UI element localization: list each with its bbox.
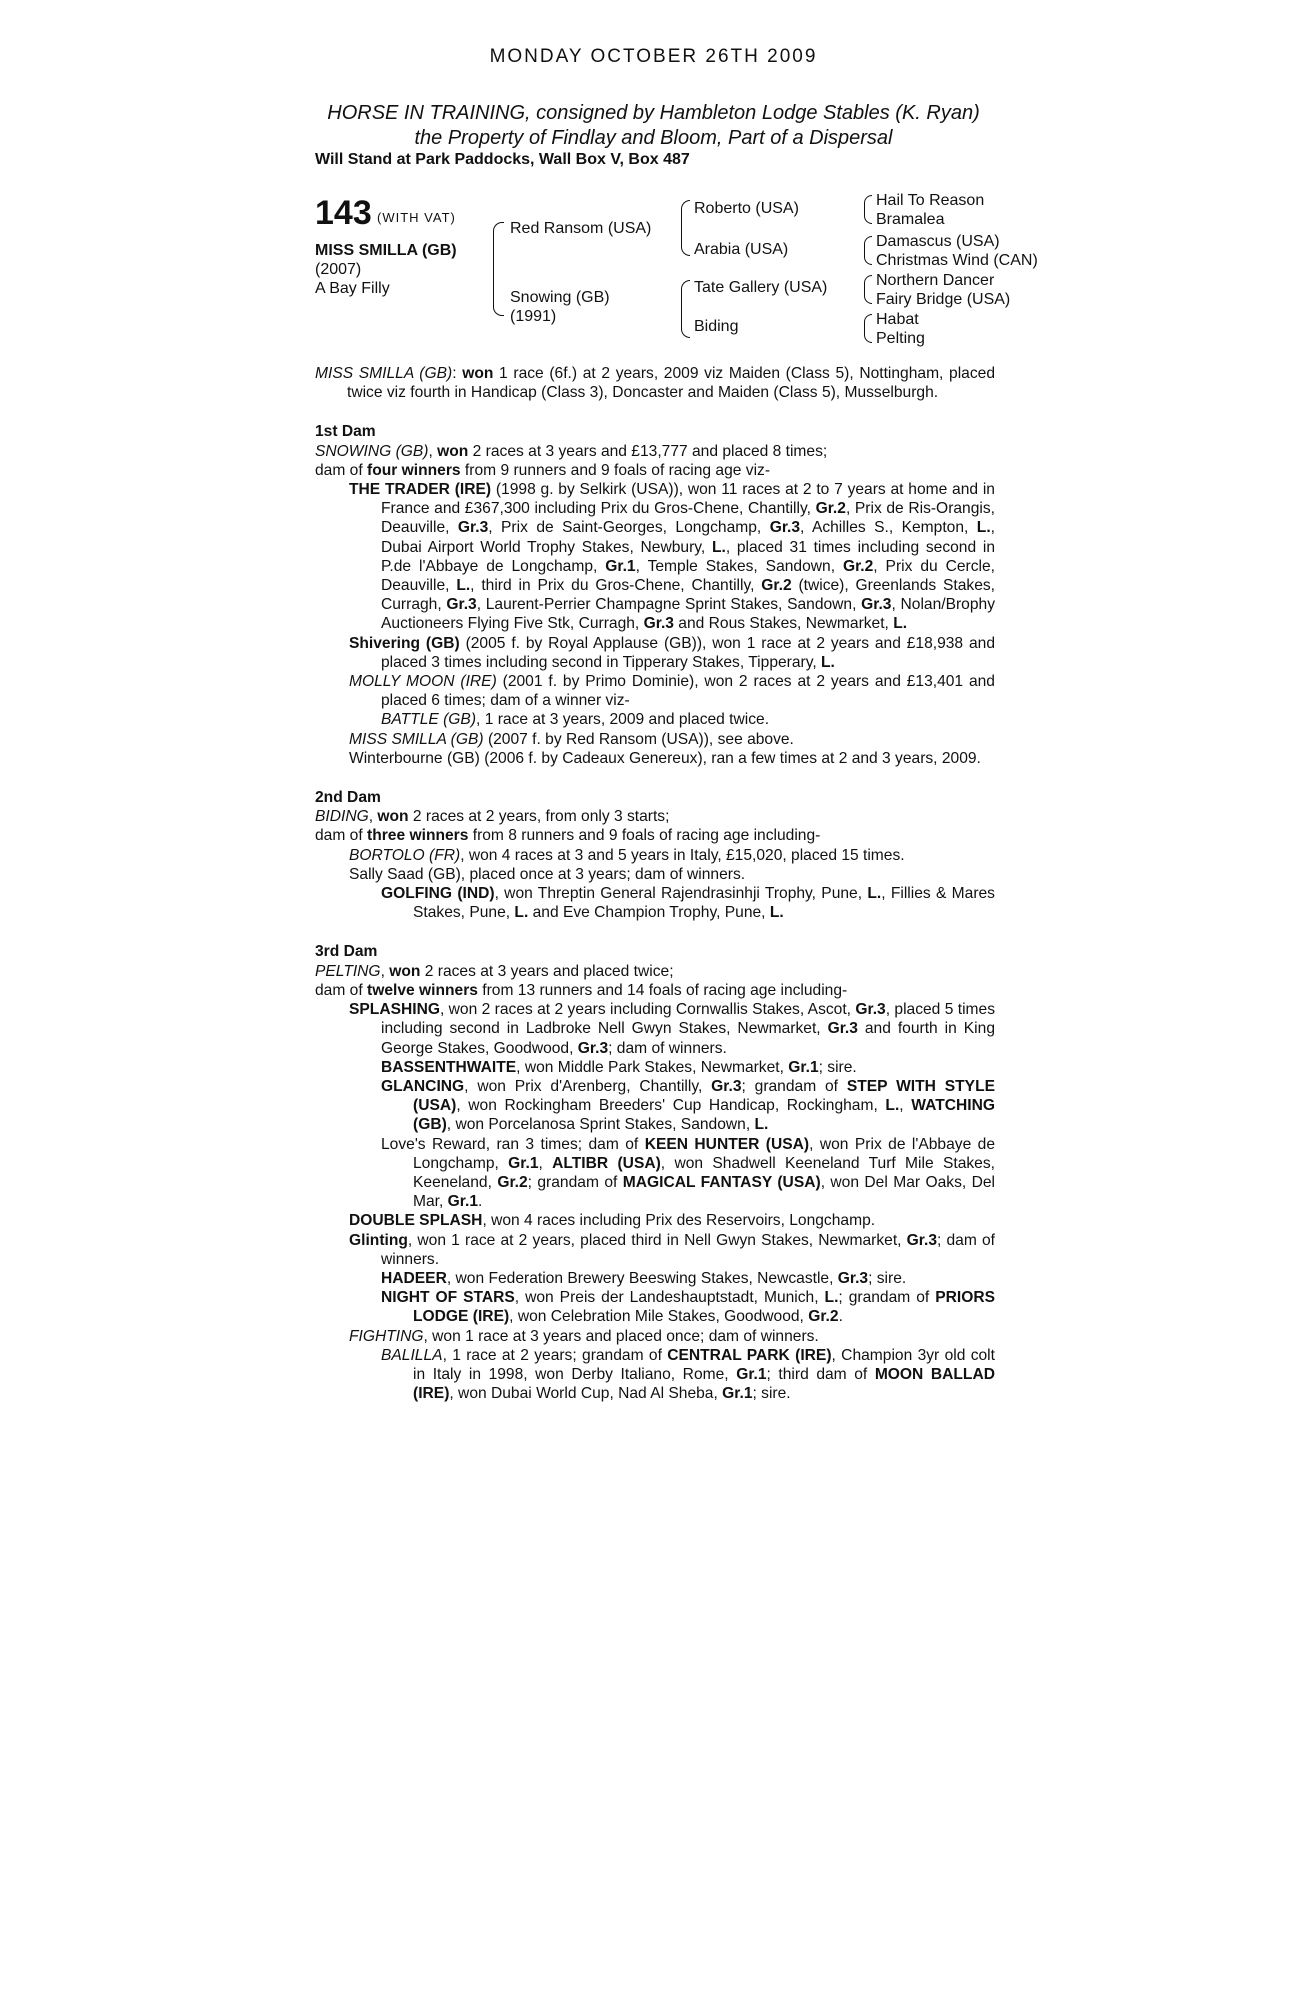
produce-entry: DOUBLE SPLASH, won 4 races including Prix des Reservoirs, Longchamp.	[349, 1212, 876, 1230]
pedigree-brace	[864, 275, 872, 304]
pedigree-dam-dam: Biding	[694, 318, 739, 335]
produce-entry: BALILLA, 1 race at 2 years; grandam of CENTRAL PARK (IRE), Champion 3yr old colt in Italy in 1998, won Derby Italiano, Rome, Gr.1; third dam of MOON BALLAD (IRE), won Dubai World Cup, Nad Al Sheba, Gr.1; sire.	[381, 1346, 995, 1403]
produce-entry: GLANCING, won Prix d'Arenberg, Chantilly, Gr.3; grandam of STEP WITH STYLE (USA), won Rockingham Breeders' Cup Handicap, Rockingham, L., WATCHING (GB), won Porcelanosa Sprint Stakes, Sandown, L.	[381, 1077, 995, 1134]
third-dam-produce-line: dam of twelve winners from 13 runners and 14 foals of racing age including-	[315, 981, 848, 999]
produce-entry: Winterbourne (GB) (2006 f. by Cadeaux Genereux), ran a few times at 2 and 3 years, 2009.	[349, 749, 981, 767]
pedigree-sire-sire: Roberto (USA)	[694, 200, 799, 217]
produce-entry: Glinting, won 1 race at 2 years, placed third in Nell Gwyn Stakes, Newmarket, Gr.3; dam of winners.	[349, 1231, 996, 1268]
produce-entry: THE TRADER (IRE) (1998 g. by Selkirk (USA)), won 11 races at 2 to 7 years at home and in France and £367,300 including Prix du Gros-Chene, Chantilly, Gr.2, Prix de Ris-Orangis, Deauville, Gr.3, Prix de Saint-Georges, Longchamp, Gr.3, Achilles S., Kempton, L., Dubai Airport World Trophy Stakes, Newbury, L., placed 31 times including second in P.de l'Abbaye de Longchamp, Gr.1, Temple Stakes, Sandown, Gr.2, Prix du Cercle, Deauville, L., third in Prix du Gros-Chene, Chantilly, Gr.2 (twice), Greenlands Stakes, Curragh, Gr.3, Laurent-Perrier Champagne Sprint Stakes, Sandown, Gr.3, Nolan/Brophy Auctioneers Flying Five Stk, Curragh, Gr.3 and Rous Stakes, Newmarket, L.	[349, 481, 995, 633]
pedigree-brace	[493, 222, 504, 316]
produce-entry: MISS SMILLA (GB) (2007 f. by Red Ransom (USA)), see above.	[349, 730, 794, 748]
catalogue-body	[315, 364, 995, 1403]
produce-entry: Love's Reward, ran 3 times; dam of KEEN HUNTER (USA), won Prix de l'Abbaye de Longchamp, Gr.1, ALTIBR (USA), won Shadwell Keeneland Turf Mile Stakes, Keeneland, Gr.2; grandam of MAGICAL FANTASY (USA), won Del Mar Oaks, Del Mar, Gr.1.	[381, 1135, 996, 1211]
horse-name: MISS SMILLA (GB)	[315, 242, 457, 259]
pedigree-g2: Bramalea	[876, 211, 945, 228]
pedigree-dam-year: (1991)	[510, 308, 557, 325]
pedigree-brace	[864, 314, 872, 343]
third-dam-heading: 3rd Dam	[315, 943, 378, 961]
pedigree-g6: Fairy Bridge (USA)	[876, 291, 1011, 308]
produce-entry: BATTLE (GB), 1 race at 3 years, 2009 and placed twice.	[381, 711, 770, 729]
vat-label: (WITH VAT)	[377, 210, 456, 225]
pedigree-g4: Christmas Wind (CAN)	[876, 252, 1038, 269]
produce-entry: FIGHTING, won 1 race at 3 years and placed once; dam of winners.	[349, 1327, 819, 1345]
produce-entry: GOLFING (IND), won Threptin General Rajendrasinhji Trophy, Pune, L., Fillies & Mares Stakes, Pune, L. and Eve Champion Trophy, Pune, L.	[381, 885, 995, 922]
second-dam-produce-line: dam of three winners from 8 runners and 9 foals of racing age including-	[315, 827, 821, 845]
pedigree-brace	[864, 236, 872, 265]
produce-entry: MOLLY MOON (IRE) (2001 f. by Primo Dominie), won 2 races at 2 years and £13,401 and placed 6 times; dam of a winner viz-	[349, 673, 995, 710]
pedigree-brace	[681, 200, 690, 256]
produce-entry: BORTOLO (FR), won 4 races at 3 and 5 years in Italy, £15,020, placed 15 times.	[349, 846, 905, 864]
pedigree-dam: Snowing (GB)	[510, 289, 610, 306]
pedigree-g3: Damascus (USA)	[876, 233, 1000, 250]
race-record: MISS SMILLA (GB): won 1 race (6f.) at 2 years, 2009 viz Maiden (Class 5), Nottingham, placed twice viz fourth in Handicap (Class 3), Doncaster and Maiden (Class 5), Musselburgh.	[315, 365, 995, 402]
produce-entry: HADEER, won Federation Brewery Beeswing Stakes, Newcastle, Gr.3; sire.	[381, 1269, 907, 1287]
pedigree-g8: Pelting	[876, 330, 925, 347]
produce-entry: Shivering (GB) (2005 f. by Royal Applause (GB)), won 1 race at 2 years and £18,938 and placed 3 times including second in Tipperary Stakes, Tipperary, L.	[349, 634, 995, 671]
pedigree-brace	[864, 195, 872, 224]
consignment-line: HORSE IN TRAINING, consigned by Hambleton Lodge Stables (K. Ryan)	[327, 102, 980, 124]
property-line: the Property of Findlay and Bloom, Part of a Dispersal	[414, 127, 893, 149]
first-dam-line: SNOWING (GB), won 2 races at 3 years and £13,777 and placed 8 times;	[315, 442, 828, 460]
horse-description: A Bay Filly	[315, 280, 390, 297]
produce-entry: BASSENTHWAITE, won Middle Park Stakes, Newmarket, Gr.1; sire.	[381, 1058, 857, 1076]
stand-location: Will Stand at Park Paddocks, Wall Box V, Box 487	[315, 151, 690, 168]
produce-entry: NIGHT OF STARS, won Preis der Landeshauptstadt, Munich, L.; grandam of PRIORS LODGE (IRE), won Celebration Mile Stakes, Goodwood, Gr.2.	[381, 1289, 995, 1326]
pedigree-brace	[681, 280, 690, 338]
lot-number: 143	[315, 194, 372, 232]
foaling-year: (2007)	[315, 261, 362, 278]
produce-entry: Sally Saad (GB), placed once at 3 years; dam of winners.	[349, 865, 746, 883]
pedigree-sire: Red Ransom (USA)	[510, 220, 652, 237]
first-dam-heading: 1st Dam	[315, 423, 376, 441]
produce-entry: SPLASHING, won 2 races at 2 years including Cornwallis Stakes, Ascot, Gr.3, placed 5 times including second in Ladbroke Nell Gwyn Stakes, Newmarket, Gr.3 and fourth in King George Stakes, Goodwood, Gr.3; dam of winners.	[349, 1001, 995, 1057]
pedigree-g5: Northern Dancer	[876, 272, 995, 289]
sale-date: MONDAY OCTOBER 26TH 2009	[489, 46, 818, 67]
pedigree-sire-dam: Arabia (USA)	[694, 241, 789, 258]
pedigree-dam-sire: Tate Gallery (USA)	[694, 279, 828, 296]
pedigree-g7: Habat	[876, 311, 919, 328]
first-dam-produce-line: dam of four winners from 9 runners and 9 foals of racing age viz-	[315, 461, 771, 479]
second-dam-line: BIDING, won 2 races at 2 years, from only 3 starts;	[315, 808, 670, 826]
second-dam-heading: 2nd Dam	[315, 789, 381, 807]
third-dam-line: PELTING, won 2 races at 3 years and placed twice;	[315, 962, 674, 980]
pedigree-g1: Hail To Reason	[876, 192, 985, 209]
